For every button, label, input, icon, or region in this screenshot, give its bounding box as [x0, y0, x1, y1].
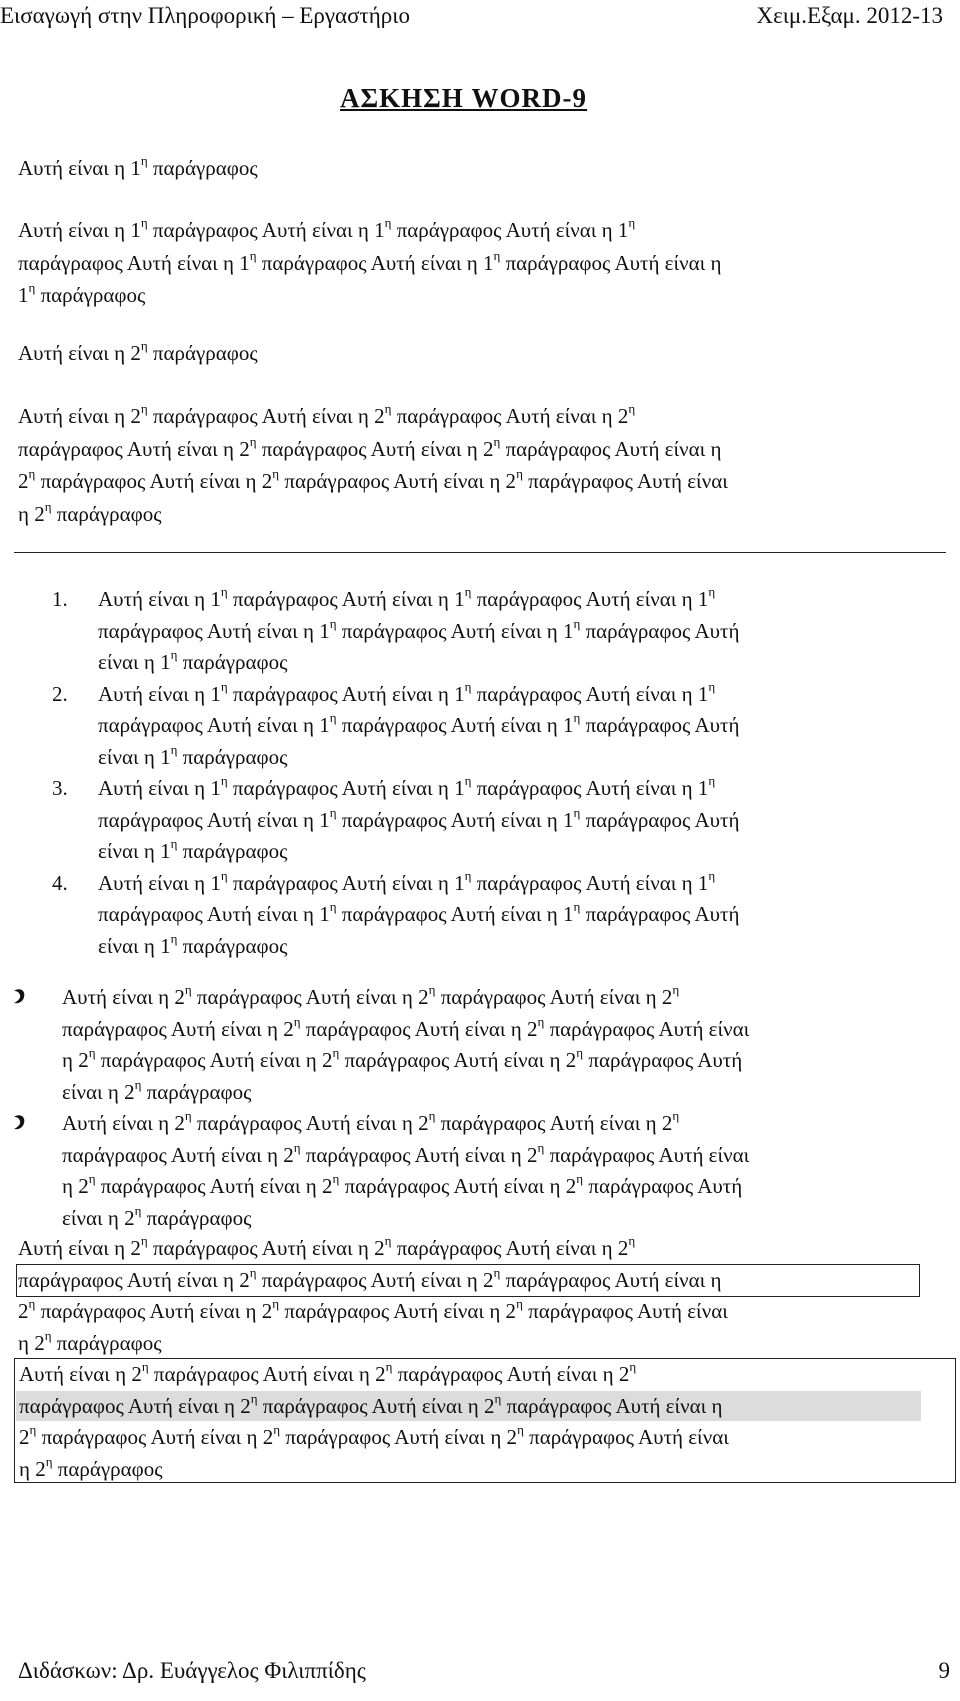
text-line: η $2^\eta$ παράγραφος Αυτή είναι η $2^\eta$ παράγραφος Αυτή είναι η $2^\eta$ παράγραφος Αυτή: [62, 1171, 743, 1198]
text-line: είναι η $2^\eta$ παράγραφος: [62, 1076, 252, 1104]
text-line: η $2^\eta$ παράγραφος: [19, 1453, 163, 1481]
bulleted-list-item: [10, 982, 940, 1108]
text-line: Αυτή είναι η $1^\eta$ παράγραφος Αυτή είναι η $1^\eta$ παράγραφος Αυτή είναι η $1^\eta$: [98, 678, 716, 706]
list-number: 4.: [52, 870, 68, 895]
footer-instructor: Διδάσκων: Δρ. Ευάγγελος Φιλιππίδης: [18, 1658, 366, 1683]
text-line: $2^\eta$ παράγραφος Αυτή είναι η $2^\eta$ παράγραφος Αυτή είναι η $2^\eta$ παράγραφος Αυτή είναι: [18, 1296, 728, 1323]
numbered-list-item: [52, 679, 932, 774]
list-number: 2.: [52, 681, 68, 706]
text-line: Αυτή είναι η $1^\eta$ παράγραφος Αυτή είναι η $1^\eta$ παράγραφος Αυτή είναι η $1^\eta$: [98, 867, 716, 895]
list-number: 1.: [52, 587, 68, 611]
text-line: παράγραφος Αυτή είναι η $2^\eta$ παράγραφος Αυτή είναι η $2^\eta$ παράγραφος Αυτή είναι η: [18, 433, 722, 461]
text-line: είναι η $2^\eta$ παράγραφος: [62, 1202, 252, 1230]
plain-paragraph: [18, 1233, 938, 1359]
moon-bullet-icon: [10, 982, 30, 1012]
text-line: παράγραφος Αυτή είναι η $2^\eta$ παράγραφος Αυτή είναι η $2^\eta$ παράγραφος Αυτή είναι η: [18, 1264, 722, 1292]
footer-page-number: 9: [938, 1658, 950, 1683]
text-line: παράγραφος Αυτή είναι η $2^\eta$ παράγραφος Αυτή είναι η $2^\eta$ παράγραφος Αυτή είναι η: [19, 1390, 723, 1418]
text-line: Αυτή είναι η $1^\eta$ παράγραφος Αυτή είναι η $1^\eta$ παράγραφος Αυτή είναι η $1^\eta$: [18, 215, 636, 242]
paragraph-2-intro: [18, 337, 258, 370]
text-line: παράγραφος Αυτή είναι η $1^\eta$ παράγραφος Αυτή είναι η $1^\eta$ παράγραφος Αυτή: [98, 804, 740, 832]
text-line: παράγραφος Αυτή είναι η $1^\eta$ παράγραφος Αυτή είναι η $1^\eta$ παράγραφος Αυτή είναι η: [18, 247, 722, 275]
text-line: είναι η $1^\eta$ παράγραφος: [98, 836, 288, 863]
rich-line: Αυτή είναι η $2^\eta$ παράγραφος: [18, 338, 258, 365]
moon-bullet-icon: [10, 1108, 30, 1138]
bordered-paragraph: [14, 1358, 956, 1483]
horizontal-rule: [14, 552, 946, 553]
paragraph-1-body: [18, 214, 938, 312]
text-line: η $2^\eta$ παράγραφος Αυτή είναι η $2^\eta$ παράγραφος Αυτή είναι η $2^\eta$ παράγραφος Αυτή: [62, 1045, 743, 1072]
text-line: παράγραφος Αυτή είναι η $2^\eta$ παράγραφος Αυτή είναι η $2^\eta$ παράγραφος Αυτή είναι: [62, 1013, 750, 1041]
list-number: 3.: [52, 776, 68, 800]
text-line: Αυτή είναι η $2^\eta$ παράγραφος Αυτή είναι η $2^\eta$ παράγραφος Αυτή είναι η $2^\eta$: [62, 982, 680, 1009]
bulleted-list-item: [10, 1108, 940, 1234]
text-line: είναι η $1^\eta$ παράγραφος: [98, 647, 288, 674]
bulleted-list: [10, 982, 940, 1234]
text-line: $2^\eta$ παράγραφος Αυτή είναι η $2^\eta$ παράγραφος Αυτή είναι η $2^\eta$ παράγραφος Αυτή είναι: [19, 1422, 729, 1449]
text-line: Αυτή είναι η $2^\eta$ παράγραφος Αυτή είναι η $2^\eta$ παράγραφος Αυτή είναι η $2^\eta$: [18, 1233, 636, 1260]
text-line: $1^\eta$ παράγραφος: [18, 280, 146, 307]
header-semester: Χειμ.Εξαμ. 2012-13: [756, 3, 943, 28]
numbered-list-item: [52, 584, 932, 679]
paragraph-2-body: [18, 400, 938, 530]
page-header: [0, 0, 945, 32]
header-course-title: Εισαγωγή στην Πληροφορική – Εργαστήριο: [0, 3, 410, 28]
text-line: $2^\eta$ παράγραφος Αυτή είναι η $2^\eta$ παράγραφος Αυτή είναι η $2^\eta$ παράγραφος Αυτή είναι: [18, 466, 728, 493]
text-line: Αυτή είναι η $2^\eta$ παράγραφος Αυτή είναι η $2^\eta$ παράγραφος Αυτή είναι η $2^\eta$: [62, 1108, 680, 1135]
numbered-list-item: [52, 773, 932, 868]
text-line: η $2^\eta$ παράγραφος: [18, 1327, 162, 1355]
paragraph-1-intro: [18, 152, 258, 185]
text-line: παράγραφος Αυτή είναι η $2^\eta$ παράγραφος Αυτή είναι η $2^\eta$ παράγραφος Αυτή είναι: [62, 1139, 750, 1167]
text-line: Αυτή είναι η $1^\eta$ παράγραφος Αυτή είναι η $1^\eta$ παράγραφος Αυτή είναι η $1^\eta$: [98, 773, 716, 800]
text-line: είναι η $1^\eta$ παράγραφος: [98, 930, 288, 958]
text-line: Αυτή είναι η $2^\eta$ παράγραφος Αυτή είναι η $2^\eta$ παράγραφος Αυτή είναι η $2^\eta$: [18, 401, 636, 428]
text-line: παράγραφος Αυτή είναι η $1^\eta$ παράγραφος Αυτή είναι η $1^\eta$ παράγραφος Αυτή: [98, 899, 740, 926]
text-line: παράγραφος Αυτή είναι η $1^\eta$ παράγραφος Αυτή είναι η $1^\eta$ παράγραφος Αυτή: [98, 710, 740, 737]
text-line: είναι η $1^\eta$ παράγραφος: [98, 741, 288, 769]
text-line: η $2^\eta$ παράγραφος: [18, 498, 162, 526]
rich-line: Αυτή είναι η $1^\eta$ παράγραφος: [18, 153, 258, 180]
text-line: παράγραφος Αυτή είναι η $1^\eta$ παράγραφος Αυτή είναι η $1^\eta$ παράγραφος Αυτή: [98, 615, 740, 643]
text-line: Αυτή είναι η $2^\eta$ παράγραφος Αυτή είναι η $2^\eta$ παράγραφος Αυτή είναι η $2^\eta$: [19, 1359, 637, 1386]
numbered-list-item: [52, 868, 932, 963]
text-line: Αυτή είναι η $1^\eta$ παράγραφος Αυτή είναι η $1^\eta$ παράγραφος Αυτή είναι η $1^\eta$: [98, 584, 716, 611]
numbered-list: [52, 584, 932, 962]
exercise-title: ΑΣΚΗΣΗ WORD-9: [340, 83, 588, 113]
